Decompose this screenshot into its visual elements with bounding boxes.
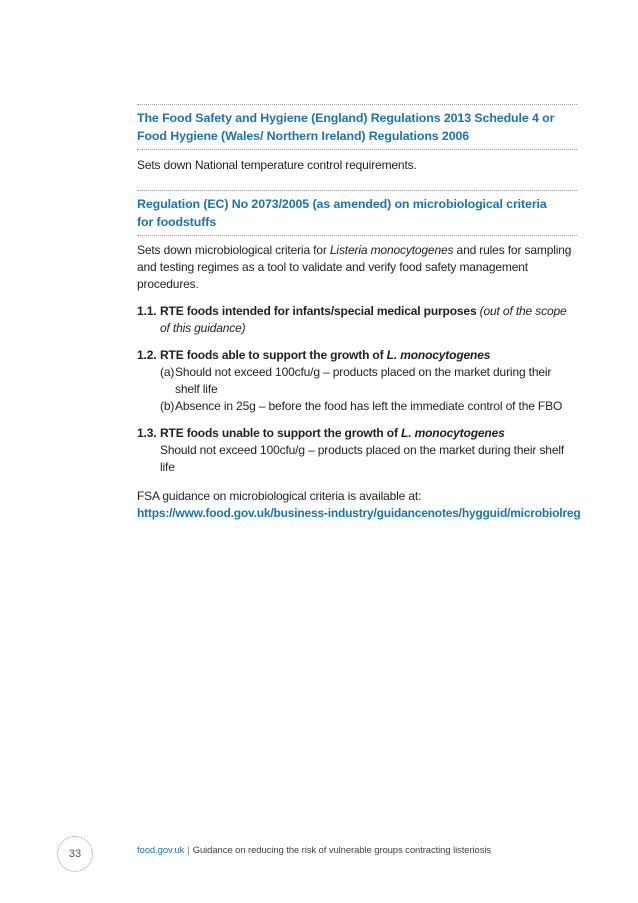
item-title-species: L. monocytogenes bbox=[386, 348, 491, 362]
footer-site-link[interactable]: food.gov.uk bbox=[137, 845, 185, 856]
criteria-item-1-1 bbox=[137, 303, 577, 337]
footer-separator: | bbox=[187, 845, 190, 856]
footer-document-title: Guidance on reducing the risk of vulnerable groups contracting listeriosis bbox=[192, 845, 492, 856]
fsa-guidance-text: FSA guidance on microbiological criteria is available at: bbox=[137, 489, 422, 503]
footer bbox=[137, 845, 491, 856]
sub-text: Should not exceed 100cfu/g – products placed on the market during their shelf life bbox=[175, 365, 552, 396]
item-number: 1.3. bbox=[137, 426, 157, 440]
item-note: (out of the scope of this guidance) bbox=[160, 304, 567, 335]
sub-label: (a) bbox=[160, 365, 175, 379]
item-title: RTE foods able to support the growth of bbox=[160, 348, 387, 362]
sub-label: (b) bbox=[160, 399, 175, 413]
sub-text: Absence in 25g – before the food has left the immediate control of the FBO bbox=[175, 399, 563, 413]
section2-description bbox=[137, 236, 577, 293]
criteria-item-1-2 bbox=[137, 347, 577, 415]
fsa-guidance-link[interactable]: https://www.food.gov.uk/business-industry/guidancenotes/hygguid/microbiolreg bbox=[137, 506, 581, 520]
section2-heading-line1: Regulation (EC) No 2073/2005 (as amended) on microbiological criteria bbox=[137, 197, 547, 211]
section1-heading: The Food Safety and Hygiene (England) Regulations 2013 Schedule 4 or Food Hygiene (Wales/ Northern Ireland) Regulations 2006 bbox=[137, 111, 555, 143]
item-number: 1.1. bbox=[137, 304, 157, 318]
section2-heading-line2: for foodstuffs bbox=[137, 214, 217, 229]
criteria-item-1-3 bbox=[137, 425, 577, 476]
sub-criterion bbox=[160, 398, 577, 415]
main-content bbox=[137, 104, 581, 522]
item-title: RTE foods unable to support the growth of bbox=[160, 426, 402, 440]
page-number: 33 bbox=[57, 836, 93, 872]
description-text: Sets down microbiological criteria for bbox=[137, 243, 330, 257]
item-number: 1.2. bbox=[137, 348, 157, 362]
item-title: RTE foods intended for infants/special medical purposes bbox=[160, 304, 477, 318]
sub-criterion bbox=[160, 364, 577, 398]
fsa-guidance bbox=[137, 488, 581, 522]
item-title-species: L. monocytogenes bbox=[401, 426, 505, 440]
description-text: and rules for sampling and testing regimes as a tool to validate and verify food safety management procedures. bbox=[137, 243, 572, 291]
item-body: Should not exceed 100cfu/g – products placed on the market during their shelf life bbox=[160, 443, 565, 474]
section1-description: Sets down National temperature control requirements. bbox=[137, 158, 417, 172]
description-species: Listeria monocytogenes bbox=[329, 243, 454, 257]
section2-heading bbox=[137, 191, 577, 235]
